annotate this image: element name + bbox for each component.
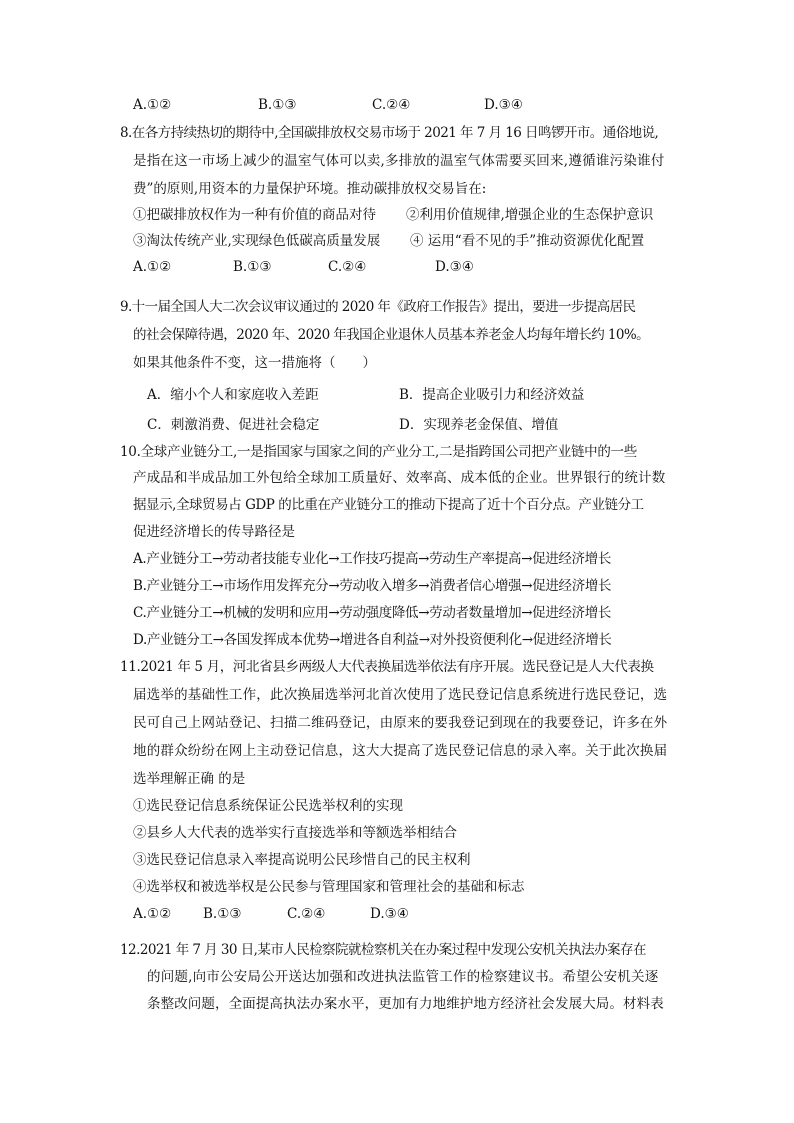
q9-option-c: C．刺激消费、促进社会稳定	[147, 417, 320, 433]
q8-statement-4: ④ 运用“看不见的手”推动资源优化配置	[410, 233, 645, 249]
q11-option-c: C.②④	[287, 906, 326, 922]
q8-line-2: 是指在这一市场上减少的温室气体可以卖,多排放的温室气体需要买回来,遵循谁污染谁付	[133, 153, 665, 169]
q10-option-b: B.产业链分工→市场作用发挥充分→劳动收入增多→消费者信心增强→促进经济增长	[133, 578, 612, 594]
q9-line-3: 如果其他条件不变，这一措施将（ ）	[133, 355, 376, 371]
q8-option-a: A.①②	[133, 259, 172, 275]
q9-option-d: D．实现养老金保值、增值	[399, 417, 559, 433]
q11-option-a: A.①②	[133, 906, 172, 922]
q10-option-a: A.产业链分工→劳动者技能专业化→工作技巧提高→劳动生产率提高→促进经济增长	[133, 551, 611, 567]
q10-line-3: 据显示,全球贸易占 GDP 的比重在产业链分工的推动下提高了近十个百分点。产业链分工	[133, 497, 644, 513]
q11-line-5: 选举理解正确 的是	[133, 771, 246, 787]
q10-line-1: 10.全球产业链分工,一是指国家与国家之间的产业分工,二是指跨国公司把产业链中的一些	[120, 444, 637, 460]
q8-statement-1: ①把碳排放权作为一种有价值的商品对待	[133, 207, 376, 223]
q11-line-4: 地的群众纷纷在网上主动登记信息，这大大提高了选民登记信息的录入率。关于此次换届	[133, 743, 668, 759]
q10-option-c: C.产业链分工→机械的发明和应用→劳动强度降低→劳动者数量增加→促进经济增长	[133, 605, 612, 621]
q12-line-1: 12.2021 年 7 月 30 日,某市人民检察院就检察机关在办案过程中发现公安机关执法办案存在	[120, 942, 646, 958]
q11-statement-3: ③选民登记信息录入率提高说明公民珍惜自己的民主权利	[133, 852, 471, 868]
q9-line-1: 9.十一届全国人大二次会议审议通过的 2020 年《政府工作报告》提出，要进一步提高居民	[120, 299, 636, 315]
q10-line-2: 产成品和半成品加工外包给全球加工质量好、效率高、成本低的企业。世界银行的统计数	[133, 470, 666, 486]
q9-line-2: 的社会保障待遇，2020 年、2020 年我国企业退休人员基本养老金人均每年增长约 10%。	[133, 327, 649, 343]
q11-option-d: D.③④	[370, 906, 409, 922]
q7-option-d: D.③④	[484, 97, 523, 113]
q7-option-a: A.①②	[133, 97, 172, 113]
q10-option-d: D.产业链分工→各国发挥成本优势→增进各自利益→对外投资便利化→促进经济增长	[133, 632, 612, 648]
q7-option-b: B.①③	[258, 97, 297, 113]
q8-option-b: B.①③	[233, 259, 272, 275]
q11-line-3: 民可自己上网站登记、扫描二维码登记，由原来的要我登记到现在的我要登记，许多在外	[133, 715, 668, 731]
q12-line-2: 的问题,向市公安局公开送达加强和改进执法监管工作的检察建议书。希望公安机关逐	[147, 969, 659, 985]
q11-line-1: 11.2021 年 5 月，河北省县乡两级人大代表换届选举依法有序开展。选民登记是人大代表换	[120, 659, 654, 675]
q11-statement-2: ②县乡人大代表的选举实行直接选举和等额选举相结合	[133, 825, 457, 841]
q9-option-a: A．缩小个人和家庭收入差距	[147, 387, 319, 403]
q8-line-3: 费”的原则,用资本的力量保护环境。推动碳排放权交易旨在:	[133, 181, 487, 197]
q11-statement-1: ①选民登记信息系统保证公民选举权利的实现	[133, 798, 403, 814]
q11-statement-4: ④选举权和被选举权是公民参与管理国家和管理社会的基础和标志	[133, 879, 525, 895]
q9-option-b: B．提高企业吸引力和经济效益	[399, 387, 585, 403]
q8-statement-3: ③淘汰传统产业,实现绿色低碳高质量发展	[133, 233, 381, 249]
q12-line-3: 条整改问题，全面提高执法办案水平，更加有力地维护地方经济社会发展大局。材料表	[147, 996, 664, 1012]
q8-line-1: 8.在各方持续热切的期待中,全国碳排放权交易市场于 2021 年 7 月 16 日鸣锣开市。通俗地说,	[120, 125, 659, 141]
q7-option-c: C.②④	[372, 97, 411, 113]
q8-option-d: D.③④	[435, 259, 474, 275]
q11-line-2: 届选举的基础性工作，此次换届选举河北首次使用了选民登记信息系统进行选民登记，选	[133, 687, 668, 703]
q8-option-c: C.②④	[328, 259, 367, 275]
q11-option-b: B.①③	[203, 906, 242, 922]
q8-statement-2: ②利用价值规律,增强企业的生态保护意识	[406, 207, 654, 223]
q10-line-4: 促进经济增长的传导路径是	[133, 524, 295, 540]
